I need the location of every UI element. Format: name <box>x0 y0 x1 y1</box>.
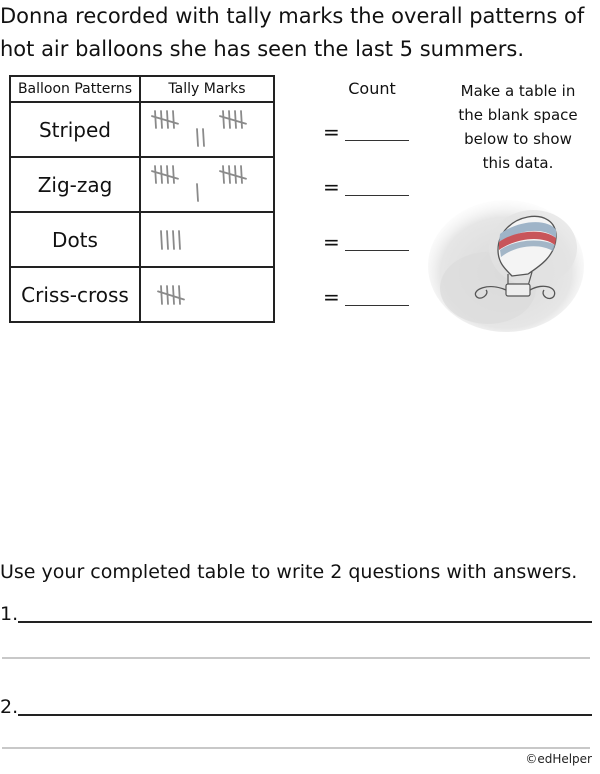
answer-blank[interactable] <box>345 304 409 306</box>
tally-dots <box>140 212 274 267</box>
table-row <box>10 267 274 322</box>
pattern-striped: Striped <box>10 102 140 157</box>
table-row <box>10 212 274 267</box>
tally-marks-striped-icon <box>141 103 273 156</box>
equals-sign: = <box>323 230 340 254</box>
count-answer-dots[interactable] <box>323 230 409 254</box>
pattern-zig-zag: Zig-zag <box>10 157 140 212</box>
table-row <box>10 157 274 212</box>
header-balloon-patterns: Balloon Patterns <box>10 76 140 102</box>
tally-marks-dots-icon <box>141 213 273 266</box>
answer-blank[interactable] <box>345 139 409 141</box>
tally-marks-zig-zag-icon <box>141 158 273 211</box>
answer-blank[interactable] <box>345 249 409 251</box>
question-2-line[interactable] <box>0 696 592 718</box>
question-1-extra-rule[interactable] <box>2 657 590 659</box>
tally-marks-criss-cross-icon <box>141 268 273 321</box>
instruction-line: this data. <box>482 154 554 172</box>
instruction-line: Make a table in <box>460 82 576 100</box>
questions-prompt: Use your completed table to write 2 questions with answers. <box>0 561 578 583</box>
tally-striped <box>140 102 274 157</box>
tally-table-header-row <box>10 76 274 102</box>
pattern-criss-cross: Criss-cross <box>10 267 140 322</box>
answer-blank[interactable] <box>345 194 409 196</box>
count-answer-criss-cross[interactable] <box>323 285 409 309</box>
question-2-answer-rule[interactable] <box>18 714 592 716</box>
question-2-extra-rule[interactable] <box>2 747 590 749</box>
copyright-notice: ©edHelper <box>525 752 592 766</box>
question-2-number: 2. <box>0 696 19 718</box>
question-1-number: 1. <box>0 603 19 625</box>
table-row <box>10 102 274 157</box>
tally-criss-cross <box>140 267 274 322</box>
hot-air-balloon-icon <box>428 178 588 338</box>
header-tally-marks: Tally Marks <box>140 76 274 102</box>
table-instruction <box>438 79 598 175</box>
equals-sign: = <box>323 120 340 144</box>
tally-table <box>9 75 275 323</box>
count-answer-striped[interactable] <box>323 120 409 144</box>
instruction-line: below to show <box>464 130 572 148</box>
question-1-answer-rule[interactable] <box>18 621 592 623</box>
instruction-line: the blank space <box>458 106 578 124</box>
problem-line-1: Donna recorded with tally marks the overall patterns of <box>0 4 585 28</box>
problem-statement <box>0 0 600 66</box>
equals-sign: = <box>323 175 340 199</box>
equals-sign: = <box>323 285 340 309</box>
tally-zig-zag <box>140 157 274 212</box>
problem-line-2: hot air balloons she has seen the last 5 summers. <box>0 37 525 61</box>
count-answer-zig-zag[interactable] <box>323 175 409 199</box>
count-header: Count <box>348 79 396 98</box>
question-1-line[interactable] <box>0 603 592 625</box>
pattern-dots: Dots <box>10 212 140 267</box>
